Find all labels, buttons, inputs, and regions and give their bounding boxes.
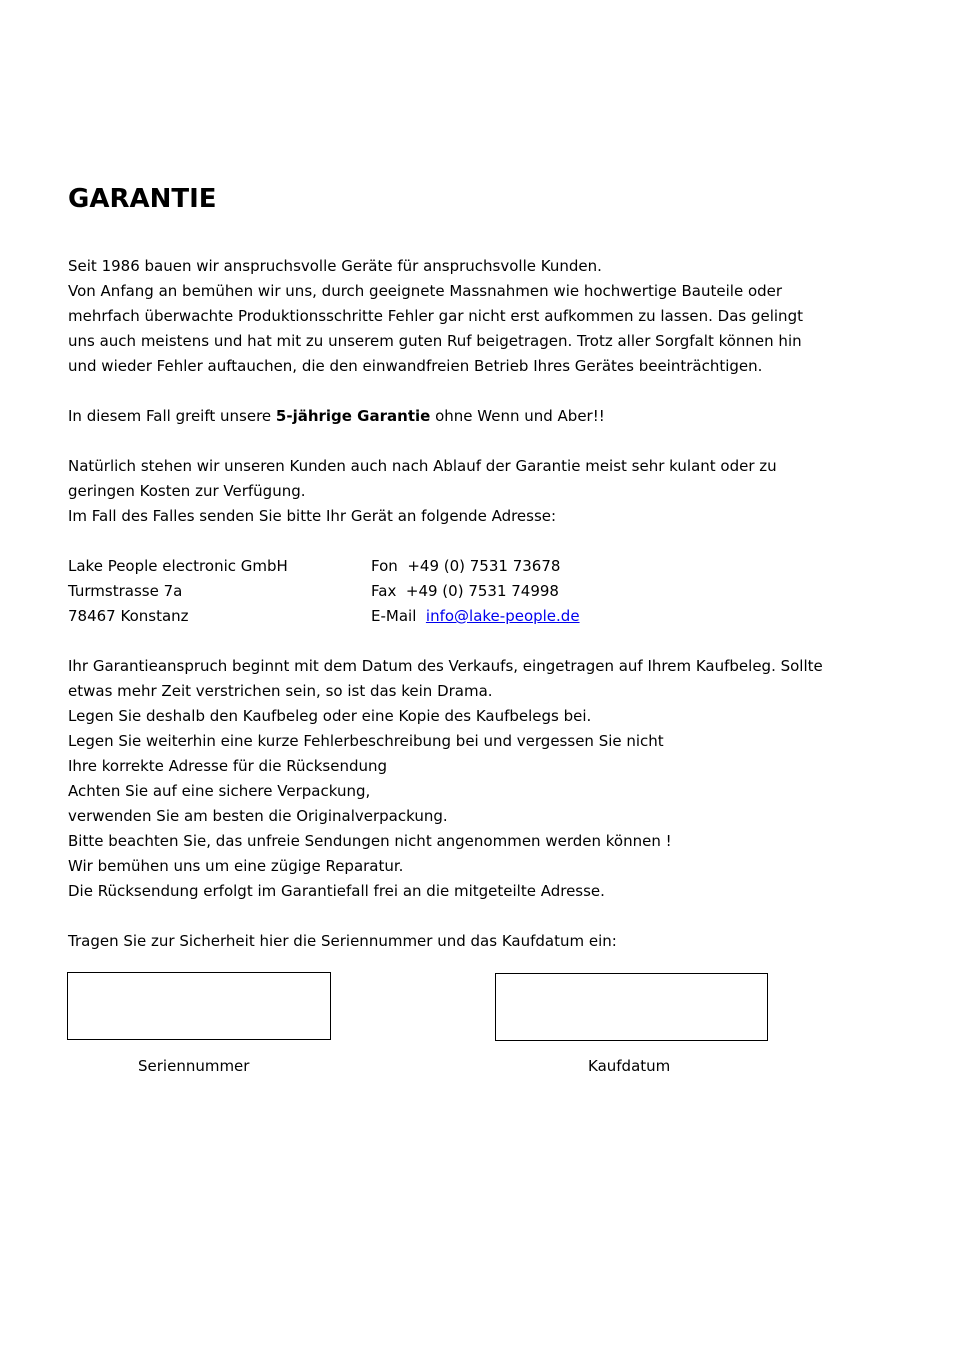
purchase-date-label: Kaufdatum (588, 1057, 671, 1075)
claim-line-5: Ihre korrekte Adresse für die Rücksendung (68, 757, 388, 775)
serial-number-label: Seriennummer (138, 1057, 250, 1075)
claim-line-4: Legen Sie weiterhin eine kurze Fehlerbeschreibung bei und vergessen Sie nicht (68, 732, 664, 750)
email-link[interactable]: info@lake-people.de (425, 607, 580, 625)
contact-email (371, 606, 580, 626)
after-line-3: Im Fall des Falles senden Sie bitte Ihr Gerät an folgende Adresse: (68, 507, 557, 525)
phone-number: +49 (0) 7531 73678 (407, 557, 561, 575)
claim-line-10: Die Rücksendung erfolgt im Garantiefall frei an die mitgeteilte Adresse. (68, 882, 605, 900)
intro-line-1: Seit 1986 bauen wir anspruchsvolle Geräte für anspruchsvolle Kunden. (68, 257, 602, 275)
phone-label: Fon (371, 557, 398, 575)
fax-number: +49 (0) 7531 74998 (405, 582, 559, 600)
intro-line-4: uns auch meistens und hat mit zu unserem guten Ruf beigetragen. Trotz aller Sorgfalt können hin (68, 332, 802, 350)
contact-fax (371, 581, 559, 601)
after-line-2: geringen Kosten zur Verfügung. (68, 482, 306, 500)
intro-line-5: und wieder Fehler auftauchen, die den einwandfreien Betrieb Ihres Gerätes beeinträchtigen. (68, 357, 763, 375)
guarantee-suffix: ohne Wenn und Aber!! (430, 407, 605, 425)
fax-label: Fax (371, 582, 397, 600)
contact-phone (371, 556, 560, 576)
claim-line-7: verwenden Sie am besten die Originalverpackung. (68, 807, 448, 825)
email-label: E-Mail (371, 607, 417, 625)
guarantee-statement (68, 406, 605, 426)
form-instruction: Tragen Sie zur Sicherheit hier die Seriennummer und das Kaufdatum ein: (68, 932, 617, 950)
page-title: GARANTIE (68, 184, 217, 214)
intro-line-2: Von Anfang an bemühen wir uns, durch geeignete Massnahmen wie hochwertige Bauteile oder (68, 282, 783, 300)
guarantee-highlight: 5-jährige Garantie (275, 407, 431, 425)
serial-number-field[interactable] (67, 972, 331, 1040)
claim-line-1: Ihr Garantieanspruch beginnt mit dem Datum des Verkaufs, eingetragen auf Ihrem Kaufbeleg. Sollte (68, 657, 823, 675)
claim-line-3: Legen Sie deshalb den Kaufbeleg oder eine Kopie des Kaufbelegs bei. (68, 707, 592, 725)
claim-line-6: Achten Sie auf eine sichere Verpackung, (68, 782, 371, 800)
claim-line-9: Wir bemühen uns um eine zügige Reparatur. (68, 857, 404, 875)
address-street: Turmstrasse 7a (68, 582, 183, 600)
address-company: Lake People electronic GmbH (68, 557, 288, 575)
guarantee-prefix: In diesem Fall greift unsere (68, 407, 276, 425)
claim-line-2: etwas mehr Zeit verstrichen sein, so ist das kein Drama. (68, 682, 493, 700)
after-line-1: Natürlich stehen wir unseren Kunden auch nach Ablauf der Garantie meist sehr kulant oder zu (68, 457, 777, 475)
purchase-date-field[interactable] (495, 973, 768, 1041)
claim-line-8: Bitte beachten Sie, das unfreie Sendungen nicht angenommen werden können ! (68, 832, 672, 850)
intro-line-3: mehrfach überwachte Produktionsschritte Fehler gar nicht erst aufkommen zu lassen. Das gelingt (68, 307, 803, 325)
address-city: 78467 Konstanz (68, 607, 189, 625)
